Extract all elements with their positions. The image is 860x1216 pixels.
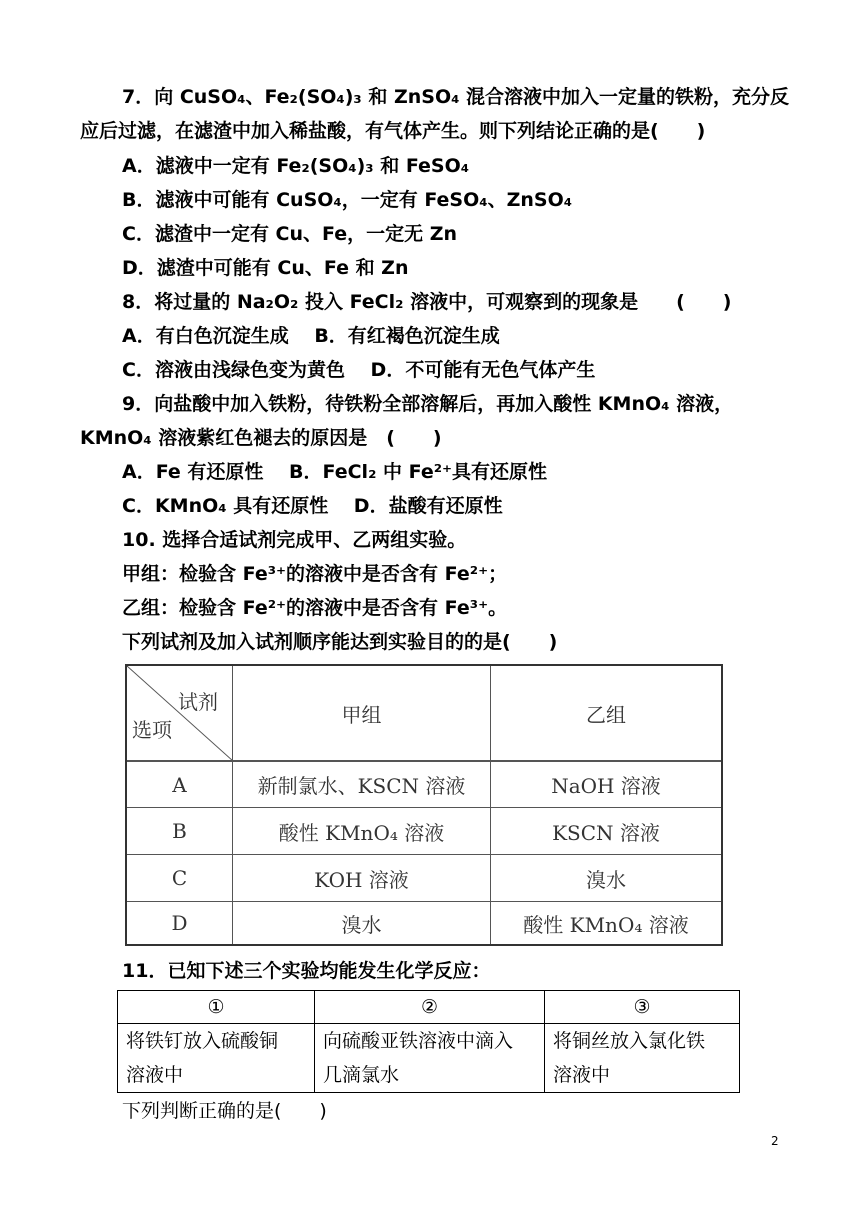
- header-yi: 乙组: [586, 702, 626, 727]
- q9-options-ab: A．Fe 有还原性 B．FeCl₂ 中 Fe²⁺具有还原性: [122, 461, 548, 483]
- q7-option-d: D．滤渣中可能有 Cu、Fe 和 Zn: [122, 257, 409, 279]
- q9-line1: 9．向盐酸中加入铁粉，待铁粉全部溶解后，再加入酸性 KMnO₄ 溶液，: [122, 393, 734, 415]
- q7-option-a: A．滤液中一定有 Fe₂(SO₄)₃ 和 FeSO₄: [122, 155, 470, 177]
- corner-label-option: 选项: [132, 718, 172, 742]
- row-d-option: D: [171, 911, 188, 935]
- experiment-2-line2: 几滴氯水: [323, 1064, 400, 1086]
- row-b-option: B: [172, 819, 187, 843]
- row-a-jia: 新制氯水、KSCN 溶液: [257, 774, 466, 798]
- q9-options-cd: C．KMnO₄ 具有还原性 D．盐酸有还原性: [122, 495, 503, 517]
- experiment-3-line2: 溶液中: [553, 1064, 611, 1086]
- experiment-1-line2: 溶液中: [126, 1064, 184, 1086]
- experiment-1: [118, 1024, 315, 1093]
- q10-line1: 10. 选择合适试剂完成甲、乙两组实验。: [122, 529, 467, 551]
- q11-line1: 11．已知下述三个实验均能发生化学反应：: [122, 960, 491, 982]
- q10-line4: 下列试剂及加入试剂顺序能达到实验目的的是( ): [122, 631, 558, 653]
- row-a-option: A: [172, 772, 187, 797]
- experiment-table: [117, 990, 740, 1093]
- row-b-yi: KSCN 溶液: [552, 820, 660, 845]
- corner-label-reagent: 试剂: [178, 690, 218, 714]
- q7-line2: 应后过滤，在滤渣中加入稀盐酸，有气体产生。则下列结论正确的是( ): [80, 120, 706, 142]
- header-1: ①: [118, 991, 315, 1024]
- header-3: ③: [545, 991, 740, 1024]
- q7-line1: 7．向 CuSO₄、Fe₂(SO₄)₃ 和 ZnSO₄ 混合溶液中加入一定量的铁粉，充分反: [122, 86, 790, 108]
- experiment-3: [545, 1024, 740, 1093]
- q8-line1: 8．将过量的 Na₂O₂ 投入 FeCl₂ 溶液中，可观察到的现象是 ( ): [122, 291, 732, 313]
- row-c-option: C: [171, 866, 188, 890]
- q10-line2: 甲组：检验含 Fe³⁺的溶液中是否含有 Fe²⁺；: [122, 563, 508, 585]
- row-c-yi: 溴水: [586, 867, 626, 892]
- q11-line2: 下列判断正确的是( ): [122, 1100, 327, 1122]
- experiment-2-line1: 向硫酸亚铁溶液中滴入: [323, 1030, 514, 1052]
- experiment-3-line1: 将铜丝放入氯化铁: [553, 1030, 706, 1052]
- q7-option-b: B．滤液中可能有 CuSO₄，一定有 FeSO₄、ZnSO₄: [122, 189, 573, 211]
- q8-options-ab: A．有白色沉淀生成 B．有红褐色沉淀生成: [122, 325, 500, 347]
- header-2: ②: [315, 991, 545, 1024]
- row-d-jia: 溴水: [341, 912, 382, 937]
- q7-option-c: C．滤渣中一定有 Cu、Fe，一定无 Zn: [122, 223, 458, 245]
- experiment-1-line1: 将铁钉放入硫酸铜: [126, 1030, 279, 1052]
- row-b-jia: 酸性 KMnO₄ 溶液: [278, 820, 445, 845]
- row-a-yi: NaOH 溶液: [551, 774, 661, 798]
- row-c-jia: KOH 溶液: [314, 867, 409, 892]
- q8-options-cd: C．溶液由浅绿色变为黄色 D．不可能有无色气体产生: [122, 359, 596, 381]
- page-number: 2: [771, 1134, 779, 1148]
- experiment-2: [315, 1024, 545, 1093]
- q10-line3: 乙组：检验含 Fe²⁺的溶液中是否含有 Fe³⁺。: [122, 597, 508, 619]
- header-jia: 甲组: [341, 702, 382, 727]
- q9-line2: KMnO₄ 溶液紫红色褪去的原因是 ( ): [80, 427, 442, 449]
- row-d-yi: 酸性 KMnO₄ 溶液: [523, 912, 689, 937]
